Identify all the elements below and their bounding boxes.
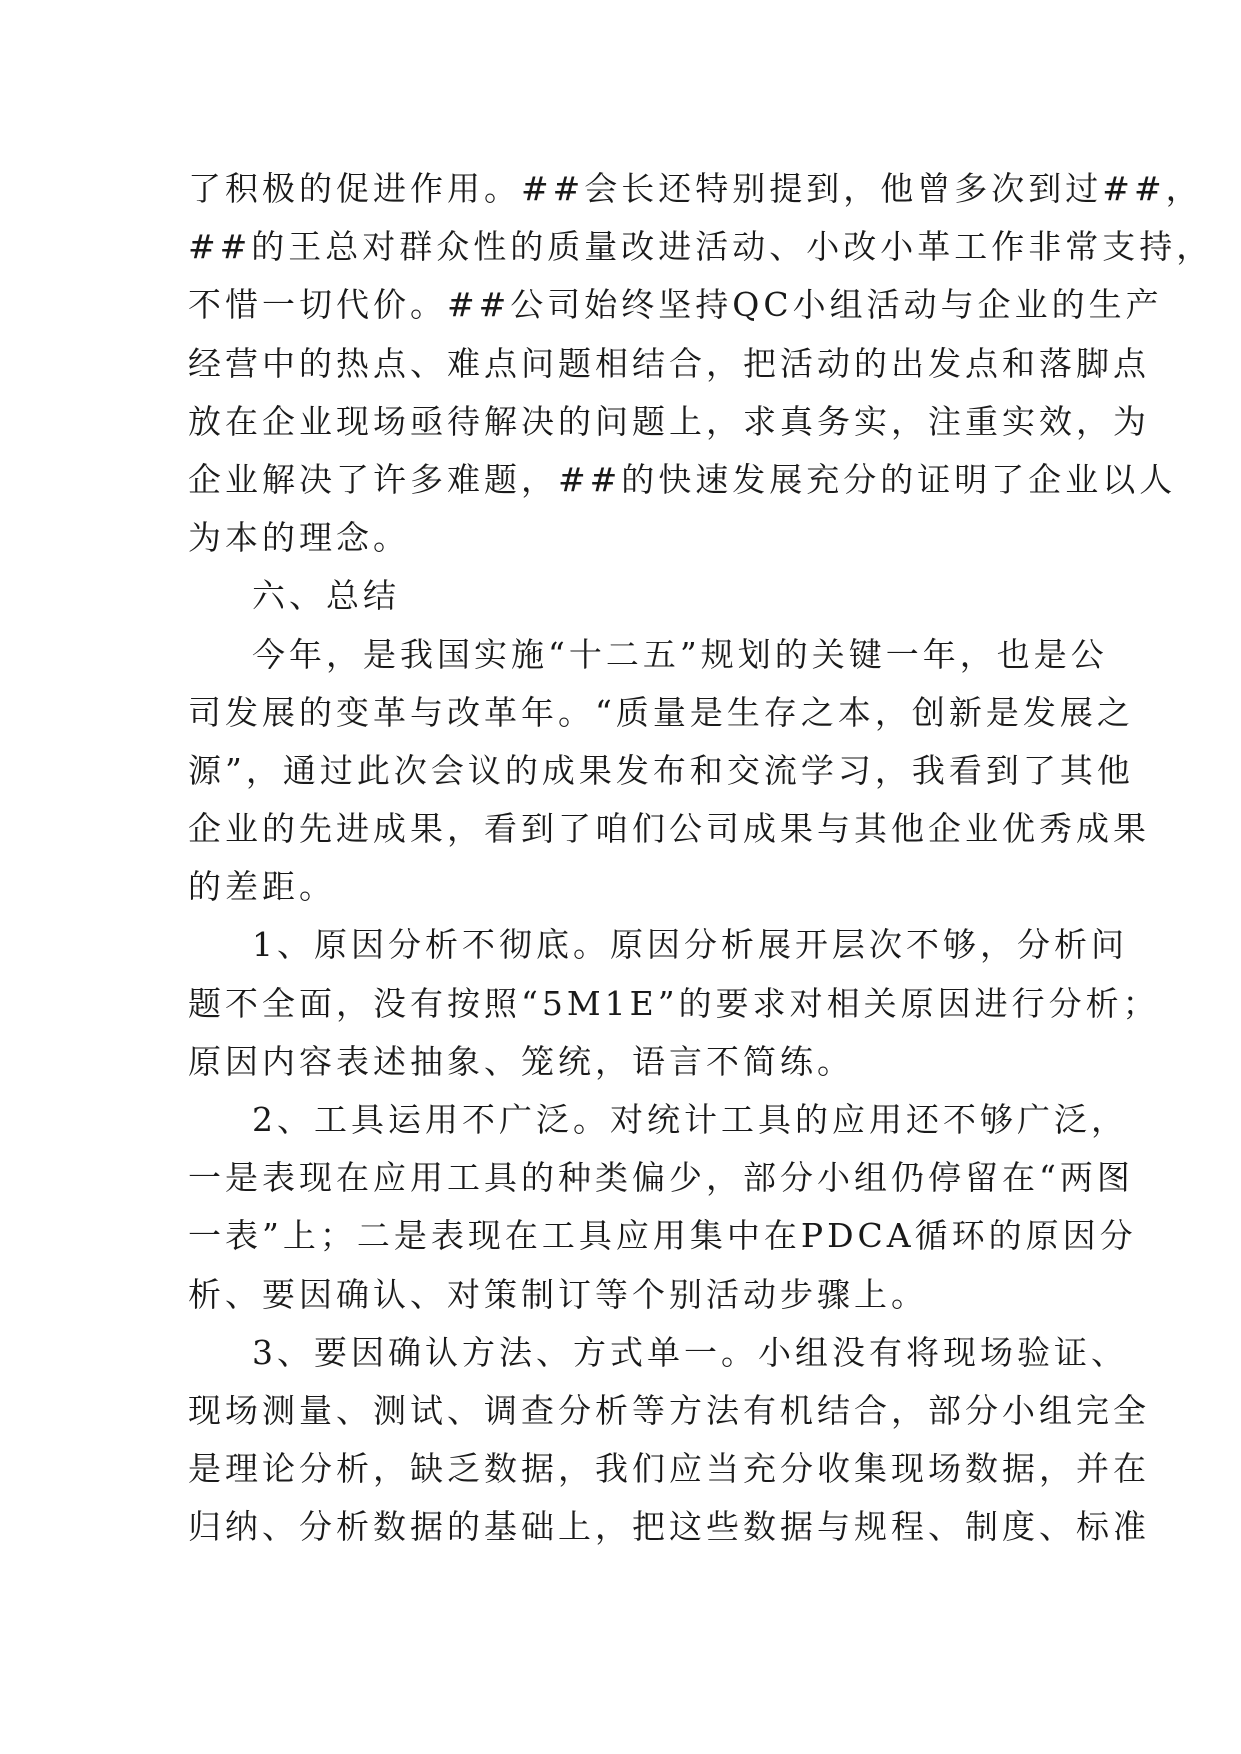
text-line: 源”，通过此次会议的成果发布和交流学习，我看到了其他 bbox=[188, 750, 1134, 790]
text-line: 今年，是我国实施“十二五”规划的关键一年，也是公 bbox=[252, 634, 1108, 674]
text-line: 了积极的促进作用。##会长还特别提到，他曾多次到过##， bbox=[188, 169, 1203, 208]
text-line: 原因内容表述抽象、笼统，语言不简练。 bbox=[188, 1041, 854, 1081]
text-line: 一是表现在应用工具的种类偏少，部分小组仍停留在“两图 bbox=[188, 1158, 1134, 1198]
text-line: 题不全面，没有按照“5M1E”的要求对相关原因进行分析； bbox=[188, 983, 1160, 1023]
text-line: 的差距。 bbox=[188, 867, 336, 907]
text-line: 为本的理念。 bbox=[188, 518, 410, 558]
text-line: 现场测量、测试、调查分析等方法有机结合，部分小组完全 bbox=[188, 1390, 1150, 1430]
text-line: 2、工具运用不广泛。对统计工具的应用还不够广泛， bbox=[252, 1100, 1128, 1139]
document-body bbox=[188, 160, 1214, 1557]
text-line: 一表”上；二是表现在工具应用集中在PDCA循环的原因分 bbox=[188, 1216, 1137, 1256]
text-line: 1、原因分析不彻底。原因分析展开层次不够，分析问 bbox=[252, 925, 1128, 965]
text-line: 司发展的变革与改革年。“质量是生存之本，创新是发展之 bbox=[188, 692, 1134, 732]
text-line: 经营中的热点、难点问题相结合，把活动的出发点和落脚点 bbox=[188, 343, 1150, 383]
text-line: 不惜一切代价。##公司始终坚持QC小组活动与企业的生产 bbox=[188, 285, 1163, 325]
text-line: 企业的先进成果，看到了咱们公司成果与其他企业优秀成果 bbox=[188, 809, 1150, 849]
text-line: 3、要因确认方法、方式单一。小组没有将现场验证、 bbox=[252, 1332, 1128, 1372]
section-heading: 六、总结 bbox=[252, 576, 400, 616]
text-line: 企业解决了许多难题，##的快速发展充分的证明了企业以人 bbox=[188, 459, 1177, 499]
text-line: 归纳、分析数据的基础上，把这些数据与规程、制度、标准 bbox=[188, 1507, 1150, 1547]
text-line: 是理论分析，缺乏数据，我们应当充分收集现场数据，并在 bbox=[188, 1449, 1150, 1489]
text-line: 析、要因确认、对策制订等个别活动步骤上。 bbox=[188, 1274, 928, 1314]
text-line: 放在企业现场亟待解决的问题上，求真务实，注重实效，为 bbox=[188, 401, 1150, 441]
text-line: ##的王总对群众性的质量改进活动、小改小革工作非常支持， bbox=[188, 227, 1214, 267]
